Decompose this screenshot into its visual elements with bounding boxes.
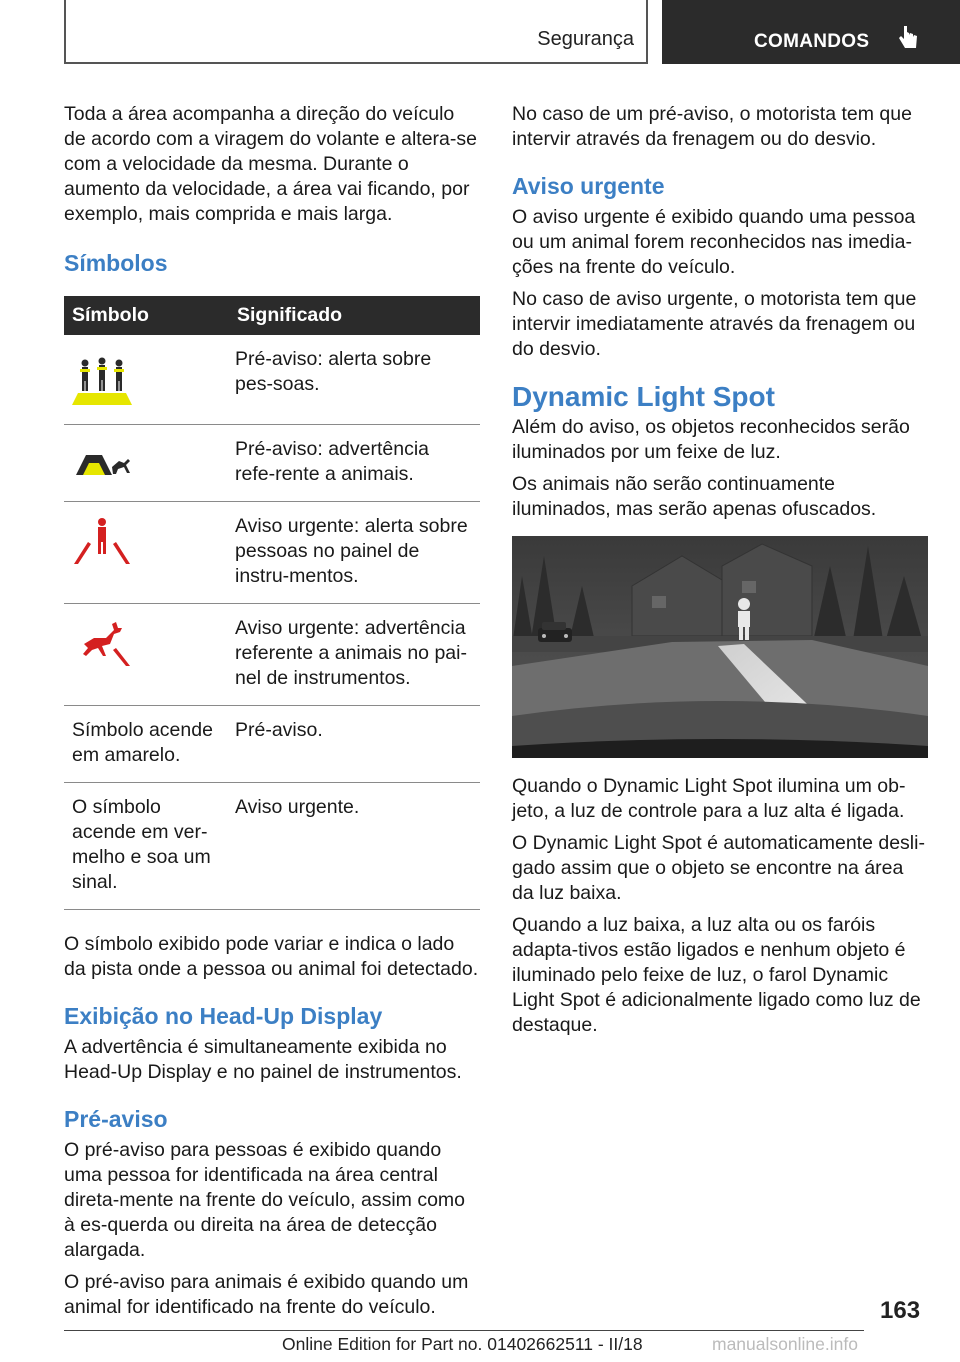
table-row: [64, 501, 480, 603]
table-row: [64, 782, 480, 909]
urgent-warning-heading: Aviso urgente: [512, 173, 665, 199]
pedestrian-urgent-warning-icon: [72, 516, 132, 566]
prewarning-intervention-paragraph: No caso de um pré-aviso, o motorista tem que intervir através da frenagem ou do desvio.: [512, 103, 912, 150]
prewarning-heading: Pré-aviso: [64, 1105, 168, 1132]
footer-divider: [64, 1330, 864, 1331]
urgent-paragraph-1: O aviso urgente é exibido quando uma pessoa ou um animal forem reconhecidos nas imedia-ções na frente do veículo.: [512, 206, 916, 278]
after-photo-paragraph-2: O Dynamic Light Spot é automaticamente desli-gado assim que o objeto se encontre na área da luz baixa.: [512, 832, 925, 904]
prewarning-paragraph-2: O pré-aviso para animais é exibido quando um animal for identificado na frente do veículo.: [64, 1270, 469, 1318]
intro-paragraph: Toda a área acompanha a direção do veículo de acordo com a viragem do volante e altera-se com a velocidade da mesma. Durante o aumento da velocidade, a área vai ficando, por exemplo, mais comprida e mais larga.: [64, 103, 477, 225]
table-cell-meaning: Pré-aviso: alerta sobre pes-soas.: [229, 335, 480, 424]
table-row: [64, 335, 480, 424]
header-chapter-tab: [662, 0, 960, 64]
hud-heading: Exibição no Head-Up Display: [64, 1002, 383, 1029]
table-cell-symbol: O símbolo acende em ver-melho e soa um sinal.: [64, 782, 229, 909]
table-cell-symbol: [64, 603, 229, 705]
hud-paragraph: A advertência é simultaneamente exibida no Head-Up Display e no painel de instrumentos.: [64, 1035, 462, 1083]
table-cell-meaning: Pré-aviso: advertência refe-rente a animais.: [229, 424, 480, 501]
table-cell-symbol: [64, 335, 229, 424]
table-cell-meaning: Aviso urgente: advertência referente a animais no pai-nel de instrumentos.: [229, 603, 480, 705]
animal-urgent-warning-icon: [72, 618, 132, 668]
header-section-tab: [64, 0, 648, 64]
table-cell-meaning: Pré-aviso.: [229, 705, 480, 782]
table-row: [64, 603, 480, 705]
symbols-heading: Símbolos: [64, 250, 168, 276]
table-header-row: [64, 296, 480, 335]
table-cell-symbol: Símbolo acende em amarelo.: [64, 705, 229, 782]
hand-pointer-icon: [896, 24, 920, 52]
dls-paragraph-1: Além do aviso, os objetos reconhecidos serão iluminados por um feixe de luz.: [512, 416, 910, 463]
after-photo-paragraph-3: Quando a luz baixa, a luz alta ou os faróis adapta-tivos estão ligados e nenhum objeto é iluminado pelo feixe de luz, o farol Dynamic Light Spot é adicionalmente ligado como luz de destaque.: [512, 914, 921, 1036]
table-cell-symbol: [64, 501, 229, 603]
after-table-paragraph: O símbolo exibido pode variar e indica o lado da pista onde a pessoa ou animal foi detectado.: [64, 932, 479, 980]
after-photo-paragraph-1: Quando o Dynamic Light Spot ilumina um ob-jeto, a luz de controle para a luz alta é ligada.: [512, 775, 906, 822]
dls-paragraph-2: Os animais não serão continuamente iluminados, mas serão apenas ofuscados.: [512, 473, 877, 520]
dynamic-light-spot-photo: [512, 536, 928, 758]
footer-edition: Online Edition for Part no. 01402662511 - II/18: [282, 1334, 643, 1354]
table-cell-symbol: [64, 424, 229, 501]
pedestrians-prewarning-icon: [72, 347, 132, 407]
urgent-paragraph-2: No caso de aviso urgente, o motorista tem que intervir imediatamente através da frenagem ou do desvio.: [512, 288, 917, 360]
prewarning-paragraph-1: O pré-aviso para pessoas é exibido quando uma pessoa for identificada na área central direta-mente na frente do veículo, assim como à es-querda ou direita na área de detecção alargada.: [64, 1138, 466, 1261]
header-chapter-title: COMANDOS: [754, 31, 870, 52]
header-section-title: Segurança: [537, 28, 634, 50]
animal-prewarning-icon: [72, 445, 132, 479]
table-header-symbol: Símbolo: [64, 296, 229, 335]
symbols-table: [64, 296, 480, 910]
table-cell-meaning: Aviso urgente.: [229, 782, 480, 909]
watermark-text: manualsonline.info: [712, 1334, 858, 1354]
right-column: [512, 102, 928, 1045]
table-row: [64, 424, 480, 501]
page-number: 163: [880, 1297, 921, 1324]
left-column: [64, 102, 480, 1327]
table-header-meaning: Significado: [229, 296, 480, 335]
table-cell-meaning: Aviso urgente: alerta sobre pessoas no painel de instru-mentos.: [229, 501, 480, 603]
dynamic-light-spot-heading: Dynamic Light Spot: [512, 381, 775, 412]
table-row: [64, 705, 480, 782]
